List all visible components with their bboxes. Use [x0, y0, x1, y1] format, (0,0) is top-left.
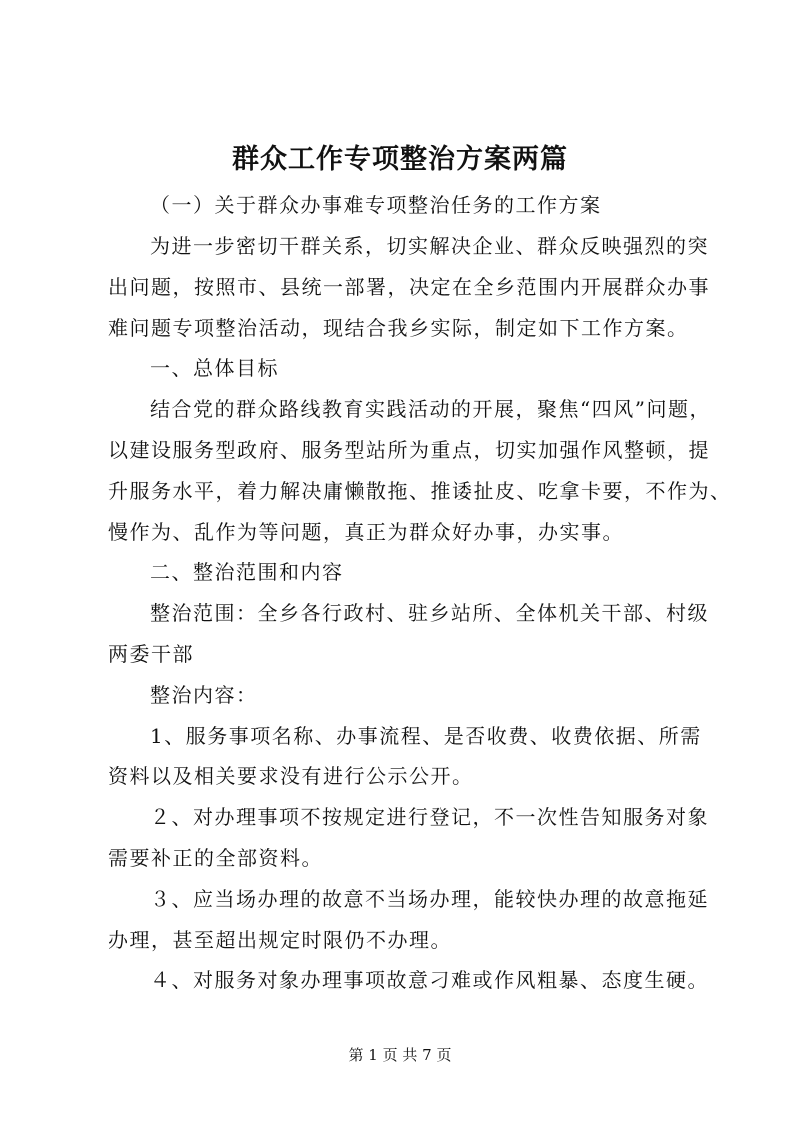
paragraph-line: 结合党的群众路线教育实践活动的开展，聚焦“四风”问题， [150, 397, 711, 421]
paragraph-line: 以建设服务型政府、服务型站所为重点，切实加强作风整顿，提 [108, 438, 710, 462]
section-heading-scope: 二、整治范围和内容 [150, 560, 344, 584]
list-item-line: 需要补正的全部资料。 [108, 846, 323, 870]
list-item-line: 资料以及相关要求没有进行公示公开。 [108, 764, 474, 788]
paragraph-line: 升服务水平，着力解决庸懒散拖、推诿扯皮、吃拿卡要，不作为、 [108, 479, 732, 503]
page-footer: 第 1 页 共 7 页 [348, 1046, 452, 1064]
document-title: 群众工作专项整治方案两篇 [232, 144, 568, 175]
paragraph-line: 为进一步密切干群关系，切实解决企业、群众反映强烈的突 [150, 234, 709, 258]
section-heading-goal: 一、总体目标 [150, 356, 279, 380]
list-item-line: 1、服务事项名称、办事流程、是否收费、收费依据、所需 [150, 724, 702, 748]
list-item-line: ２、对办理事项不按规定进行登记，不一次性告知服务对象 [150, 805, 709, 829]
list-item-line: ４、对服务对象办理事项故意刁难或作风粗暴、态度生硬。 [150, 968, 709, 992]
paragraph-line: 出问题，按照市、县统一部署，决定在全乡范围内开展群众办事 [108, 275, 710, 299]
paragraph-line: 难问题专项整治活动，现结合我乡实际，制定如下工作方案。 [108, 316, 689, 340]
section-heading-1: （一）关于群众办事难专项整治任务的工作方案 [150, 193, 602, 217]
paragraph-line: 慢作为、乱作为等问题，真正为群众好办事，办实事。 [108, 520, 624, 544]
list-item-line: 办理，甚至超出规定时限仍不办理。 [108, 928, 452, 952]
paragraph-line: 整治范围：全乡各行政村、驻乡站所、全体机关干部、村级 [150, 601, 709, 625]
list-item-line: ３、应当场办理的故意不当场办理，能较快办理的故意拖延 [150, 887, 709, 911]
paragraph-line: 整治内容： [150, 683, 258, 707]
paragraph-line: 两委干部 [108, 642, 194, 666]
